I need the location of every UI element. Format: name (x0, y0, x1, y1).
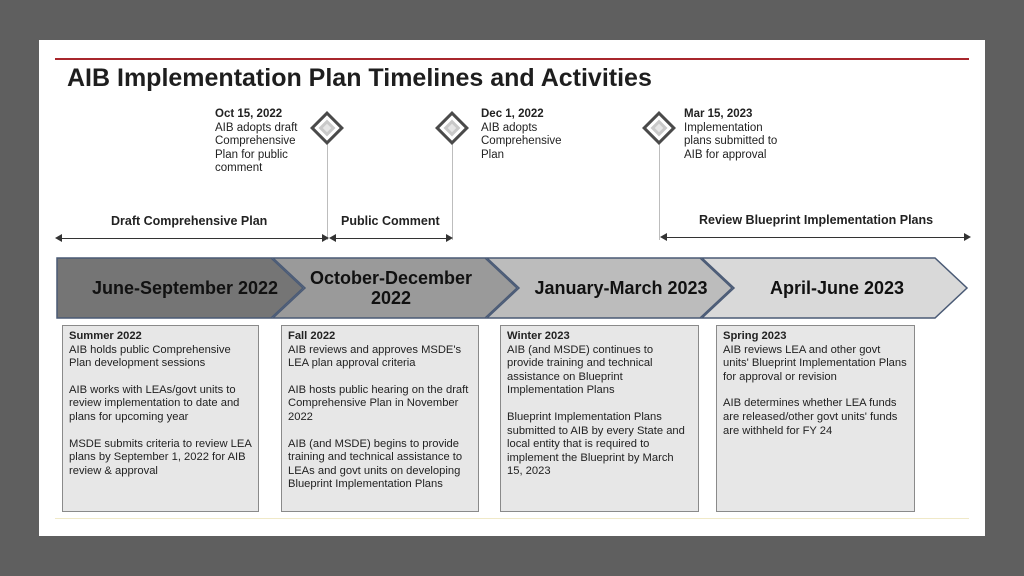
box-heading: Summer 2022 (69, 330, 142, 342)
phase-label-public-comment: Public Comment (341, 214, 440, 228)
page-title: AIB Implementation Plan Timelines and Activities (67, 64, 652, 92)
box-paragraph: AIB (and MSDE) begins to provide training and technical assistance to LEAs and govt units on developing Blueprint Implementation Plans (288, 437, 463, 491)
box-paragraph: AIB works with LEAs/govt units to review implementation to date and plans for upcoming year (69, 383, 240, 423)
box-paragraph: AIB reviews LEA and other govt units' Blueprint Implementation Plans for approval or revision (723, 343, 907, 383)
chevron-label-1: June-September 2022 (91, 278, 279, 298)
chevron-label-4: April-June 2023 (769, 278, 905, 298)
activity-box-winter-2023 (500, 325, 699, 512)
chevron-label-2: October-December 2022 (309, 268, 473, 308)
footer-rule (55, 518, 969, 519)
box-paragraph: AIB determines whether LEA funds are released/other govt units' funds are withheld for FY 24 (723, 397, 898, 437)
milestone-date: Oct 15, 2022 (215, 108, 283, 120)
milestone-description: Implementation plans submitted to AIB for approval (684, 121, 778, 161)
milestone-date: Mar 15, 2023 (684, 108, 753, 120)
box-paragraph: Blueprint Implementation Plans submitted to AIB by every State and local entity that is required to implement the Blueprint by March 15, 2023 (507, 410, 685, 478)
milestone-date: Dec 1, 2022 (481, 108, 544, 120)
box-heading: Fall 2022 (288, 330, 336, 342)
phase-label-review: Review Blueprint Implementation Plans (699, 213, 934, 227)
box-paragraph: AIB (and MSDE) continues to provide training and technical assistance on Blueprint Implementation Plans (507, 343, 654, 397)
box-paragraph: MSDE submits criteria to review LEA plans by September 1, 2022 for AIB review & approval (69, 437, 252, 477)
phase-label-draft: Draft Comprehensive Plan (111, 214, 268, 228)
box-heading: Spring 2023 (723, 330, 787, 342)
box-heading: Winter 2023 (507, 330, 570, 342)
activity-box-spring-2023 (716, 325, 915, 512)
activity-box-fall-2022 (281, 325, 479, 512)
milestone-description: AIB adopts draft Comprehensive Plan for public comment (215, 121, 298, 174)
slide (39, 40, 985, 536)
box-paragraph: AIB hosts public hearing on the draft Comprehensive Plan in November 2022 (288, 383, 469, 423)
box-paragraph: AIB reviews and approves MSDE's LEA plan approval criteria (288, 343, 462, 370)
activity-box-summer-2022 (62, 325, 259, 512)
box-paragraph: AIB holds public Comprehensive Plan development sessions (69, 343, 231, 370)
chevron-label-3: January-March 2023 (534, 278, 708, 298)
milestone-description: AIB adopts Comprehensive Plan (481, 121, 562, 161)
